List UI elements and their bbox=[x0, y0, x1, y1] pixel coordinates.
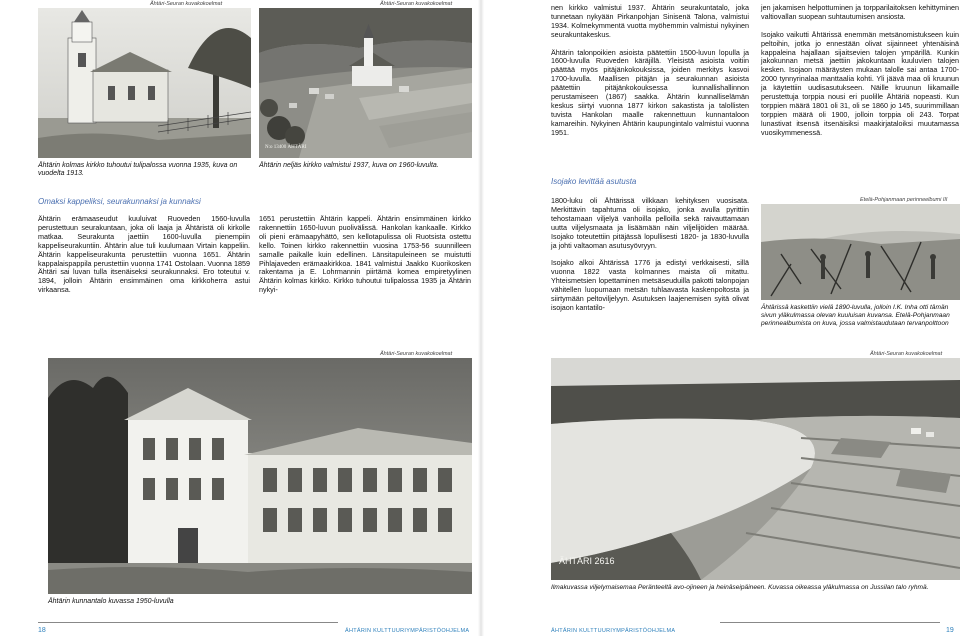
page-number: 19 bbox=[946, 627, 954, 634]
section-heading: Omaksi kappeliksi, seurakunnaksi ja kunnaksi bbox=[38, 197, 201, 206]
photo-aerial-farmland-perante bbox=[551, 358, 960, 580]
paragraph: nen kirkko valmistui 1937. Ähtärin seurakuntatalo, joka tunnetaan nykyään Pirkanpohjan Sinisenä Talona, valmistui 1934. Kolmekymmentä vuotta myöhemmin valmistui nykyinen seurakuntakeskus. bbox=[551, 3, 749, 39]
body-column-2 bbox=[259, 215, 471, 304]
footer-title: ÄHTÄRIN KULTTUURIYMPÄRISTÖOHJELMA bbox=[551, 628, 676, 634]
page-gutter bbox=[478, 0, 484, 636]
photo-credit: Ähtäri-Seuran kuvakokoelmat bbox=[870, 351, 943, 357]
paragraph: Ähtärin talonpoikien asioista päätettiin 1500-luvun lopulla ja 1600-luvulla Ruoveden käräjillä. Yleisistä asioista voitiin päättää myös pitäjänkokouksissa, joiden merkitys kasvoi 1700-luvulla. Maallisen pitäjän ja seurakunnan asioista päätettiin pitäjänkokouksessa kunnallishallinnon perustamiseen (1867) saakka. Ähtärin kunnalliselämän keskus siirtyi vuonna 1877 kirkon sakastista ja talollisten tuvista Hankolan maalle rakennettuun kunnantaloon kamareihin. Nykyinen Ähtärin kaupungintalo valmistui vuonna 1951. bbox=[551, 47, 749, 137]
body-column-3b bbox=[551, 197, 749, 322]
body-column-3 bbox=[551, 4, 749, 146]
photo-slash-and-burn-1890s bbox=[761, 204, 960, 300]
footer-rule bbox=[38, 622, 338, 623]
paragraph: Ähtärin erämaaseudut kuuluivat Ruoveden 1560-luvulla perustettuun seurakuntaan, joka oli laaja ja Ähtäristä oli kirkolle matkaa. Seurakunta jaettiin 1600-luvulla pienempiin kappeliseurakuntiin. Ähtärin alue tuli kuulumaan Virtain kappeliin. Ähtärin kappeliseurakunta perustettiin vuonna 1651. Ähtärin kappalaispappila perustettiin vuonna 1741 Ostolaan. Vuonna 1859 Ähtäri sai luvan tulla itsenäiseksi seurakunnaksi. Ero toteutui v. 1894, jolloin Ähtärin ensimmäinen oma kirkkoherra astui virkaansa. bbox=[38, 214, 250, 295]
photo-caption: Ähtärin neljäs kirkko valmistui 1937, kuva on 1960-luvulta. bbox=[259, 162, 439, 169]
photo-credit: Etelä-Pohjanmaan perinneelbumi III bbox=[860, 197, 948, 203]
paragraph: 1651 perustettiin Ähtärin kappeli. Ähtärin ensimmäinen kirkko rakennettiin 1650-luvun puolivälissä. Hankolan kankaalle. Kirkko oli pieni erämaapyhättö, sen kellotapulissa oli Ruotsista ostettu kello. Toinen kirkko rakennettiin vuosina 1753-56 suunnilleen samalle paikalle kuin edellinen. Länsitapuleineen se muistutti Pihlajaveden erämaakirkkoa. 1841 valmistui Jaakko Kuorikosken rakentama ja E. Lohrmannin piirtämä komea empiretyylinen Ähtärin kolmas kirkko. Kirkko tuhoutui tulipalossa 1935 ja Ähtärin nykyi- bbox=[259, 214, 471, 295]
photo-municipal-hall-1950s bbox=[48, 358, 472, 594]
photo-caption: Ilmakuvassa viljelymaisemaa Peränteeltä avo-ojineen ja heinäseipäineen. Kuvassa oikeassa yläkulmassa on Jussilan talo ryhmä. bbox=[551, 584, 929, 591]
photo-credit: Ähtäri-Seuran kuvakokoelmat bbox=[380, 1, 453, 7]
page-number: 18 bbox=[38, 627, 46, 634]
paragraph: jen jakamisen helpottuminen ja torpparilaitoksen kehittyminen valtiovallan suopean suhtautumisen ansiosta. bbox=[761, 3, 959, 21]
photo-stamp-text: ÄHTÄRI 2616 bbox=[559, 556, 615, 566]
paragraph: Isojako vaikutti Ähtärissä enemmän metsänomistukseen kuin peltoihin, jotka jo ennestään olivat sijainneet yhtenäisinä kappaleina hajallaan sijaitsevien talojen ympärillä. Kunkin jakokunnan metsä jaettiin jakokuntaan kuuluvien talojen kesken. Isojaon määräysten mukaan talolle sai antaa 1700-2000 tynnyrinalaa manttaalia kohti. Yli jäävä maa oli kruunun ja käytettiin uudisasutukseen. Näille kruunun liikamaille perustettuja torppia nousi eri puolille Ähtäriä nopeasti. Kun torppien määrä 1801 oli 31, oli se 1860 jo 145, suurimmillaan torppien määrä oli 1900, jolloin torppia oli 243. Torpat lunastivat itsensä itsenäisiksi maakirjataloiksi muutamassa vuosikymmenessä. bbox=[761, 29, 959, 137]
paragraph: Isojako alkoi Ähtärissä 1776 ja edistyi verkkaisesti, sillä vuonna 1822 vasta kolmannes maista oli mitattu. Yhteismetsien lopettaminen metsäseuduilla pakotti talonpojan vähitellen luopumaan metsän tuhlaavasta kaskenpoltosta ja siirtymään peltoviljelyyn. Asutuksen laajenemisen syitä olivat isojaon kantatilo- bbox=[551, 258, 749, 312]
footer-title: ÄHTÄRIN KULTTUURIYMPÄRISTÖOHJELMA bbox=[345, 628, 470, 634]
section-heading: Isojako levittää asutusta bbox=[551, 177, 637, 186]
photo-caption: Ähtärin kunnantalo kuvassa 1950-luvulla bbox=[48, 598, 174, 605]
photo-credit: Ähtäri-Seuran kuvakokoelmat bbox=[380, 351, 453, 357]
photo-caption: Ähtärissä kaskettiin vielä 1890-luvulla, jolloin I.K. Inha otti tämän sivun yläkulmassa olevan kuuluisan kuvansa. Etelä-Pohjanmaan perinnealbumista on kuva, jossa valmistaudutaan tervanpolttoon bbox=[761, 304, 950, 327]
paragraph: 1800-luku oli Ähtärissä vilkkaan kehityksen vuosisata. Merkittävin tapahtuma oli isojako, jonka avulla pyrittiin tehostamaan viljelyä vanhoilla pelloilla sekä raivauttamaan uutta viljelysmaata ja lisäämään näin viljelijöiden määrää. Isojako toteutettiin pitäjässä lopullisesti 1820- ja 1830-luvulla ja johti valtaoman asutusyövryyn. bbox=[551, 196, 749, 250]
photo-caption: Ähtärin kolmas kirkko tuhoutui tulipalossa vuonna 1935, kuva on vuodelta 1913. bbox=[38, 162, 238, 178]
photo-plate-text: N:o 13400 ÄHTÄRI bbox=[265, 145, 307, 150]
photo-credit: Ähtäri-Seuran kuvakokoelmat bbox=[150, 1, 223, 7]
photo-third-church-1913 bbox=[38, 8, 251, 158]
body-column-4 bbox=[761, 4, 959, 146]
photo-fourth-church-aerial bbox=[259, 8, 472, 158]
body-column-1 bbox=[38, 215, 250, 304]
footer-rule bbox=[720, 622, 940, 623]
